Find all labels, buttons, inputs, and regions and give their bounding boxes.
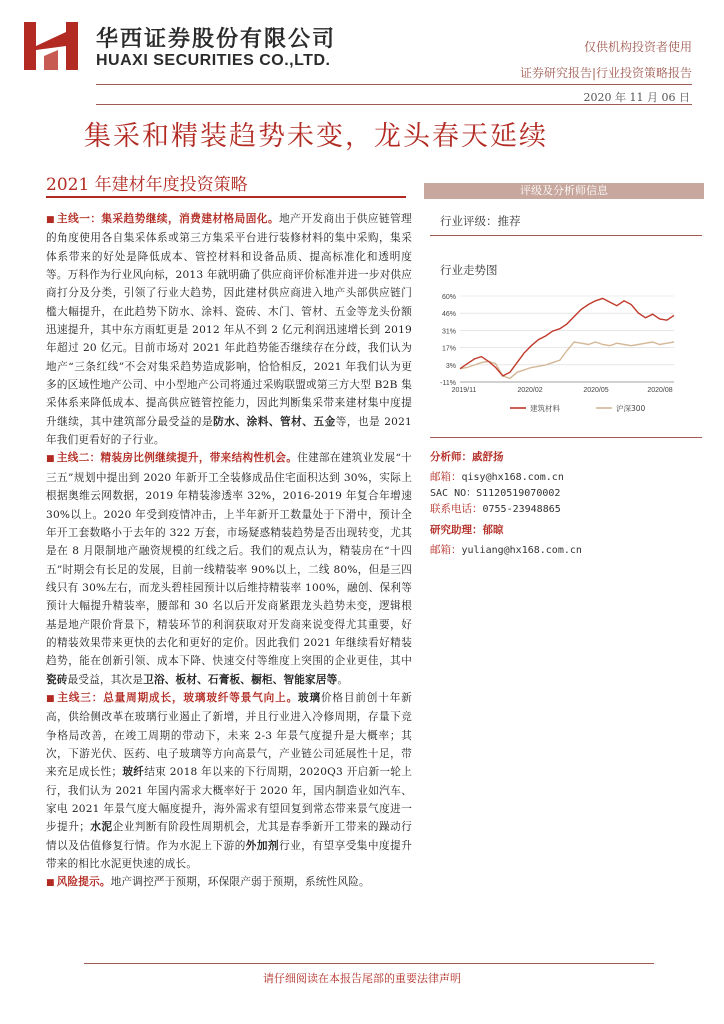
analyst-block — [430, 449, 504, 464]
bullet-square-icon: ■ — [46, 454, 55, 465]
chart-y-tick-label: 17% — [441, 345, 456, 353]
theme-two-mid: 最受益，其次是 — [67, 673, 144, 686]
theme-two-heading: 主线二：精装房比例继续提升，带来结构性机会。 — [56, 452, 298, 465]
company-logo-icon — [22, 20, 86, 72]
analyst-name: 戚舒扬 — [472, 451, 504, 463]
legal-footer: 请仔细阅读在本报告尾部的重要法律声明 — [263, 972, 461, 985]
page-subtitle: 2021 年建材年度投资策略 — [46, 175, 248, 195]
theme-two-tail: 。 — [337, 673, 349, 686]
sidebar-header: 评级及分析师信息 — [424, 183, 704, 199]
chart-x-tick-label: 2019/11 — [451, 387, 477, 394]
industry-trend-chart — [424, 286, 704, 428]
chart-series-line — [460, 298, 674, 376]
assistant-email-label: 邮箱： — [430, 544, 462, 556]
theme-three-text-4: 行业，有望享受集中度提升带来的相比水泥更快速的成长。 — [46, 839, 412, 871]
date-divider — [96, 104, 692, 105]
chart-x-tick-label: 2020/02 — [517, 387, 543, 394]
assistant-email-row — [430, 538, 582, 557]
theme-three-text-2: 结束 2018 年以来的下行周期，2020Q3 开启新一轮上行，我们认为 2021 年国内需求大概率好于 2020 年，国内制造业如汽车、家电 2021 年景气度大幅度提升，海外需求有望回复到常态带来景气度进一步提升； — [46, 766, 412, 834]
theme-two-highlight-tile: 瓷砖 — [46, 673, 68, 686]
audience-notice: 仅供机构投资者使用 — [583, 40, 692, 54]
theme-one-heading: 主线一：集采趋势继续，消费建材格局固化。 — [57, 213, 280, 225]
assistant-block — [430, 522, 504, 537]
chart-y-tick-label: 60% — [441, 294, 456, 301]
theme-two-text: 住建部在建筑业发展“十三五”规划中提出到 2020 年新开工全装修成品住宅面积达到 30%，实际上根据奥维云网数据，2019 年精装渗透率 32%，2016-2019 年复合年增速 30%以上。2020 年受到疫情冲击，上半年新开工数量处于下滑中，预计全年开工套数略小于去年的 322 万套，市场疑惑精装趋势是否出现转变，尤其是在 8 月限制地产融资规模的红线之后。我们的观点认为，精装房在“十四五”时期会有长足的发展，目前一线精装率 90%以上，二线 80%，但是三四线只有 30%左右，而龙头碧桂园预计以后维持精装率 100%，融创、保利等预计大幅提升精装率，腰部和 30 名以后开发商紧跟龙头趋势未变，逻辑根基是地产限价背景下，精装环节的利润获取对开发商来说变得尤其重要，好的精装效果带来更快的去化和更好的定价。因此我们 2021 年继续看好精装趋势，能在创新引领、成本下降、快速交付等维度上突围的企业更佳，其中 — [46, 452, 412, 668]
theme-three-heading: 主线三：总量周期成长，玻璃玻纤等景气向上。 — [57, 691, 299, 704]
chart-y-tick-label: 3% — [445, 362, 456, 370]
analyst-email[interactable]: qisy@hx168.com.cn — [461, 472, 564, 483]
assistant-email[interactable]: yuliang@hx168.com.cn — [461, 545, 582, 556]
theme-one-highlight: 防水、涂料、管材、五金 — [213, 415, 336, 428]
bullet-square-icon: ■ — [46, 693, 56, 704]
theme-one-text: 地产开发商出于供应链管理的角度使用各自集采体系或第三方集采平台进行装修材料的集中采购，集采体系带来的好处是降低成本、管控材料和设备品质、提高标准化和透明度等。万科作为行业风向标，2013 年就明确了供应商评价标准并进一步对供应商打分及分类，引领了行业大趋势，因此建材供应商进入地产头部供应链门槛大幅提升，在此趋势下防水、涂料、瓷砖、木门、管材、五金等龙头份额迅速提升，其中东方雨虹更是 2012 年从不到 2 亿元利润迅速增长到 2019 年超过 20 亿元。目前市场对 2021 年此趋势能否继续存在分歧，我们认为地产“三条红线”不会对集采趋势造成影响，恰恰相反，2021 年我们认为更多的区域性地产公司、中小型地产公司将通过采购联盟或第三方大型 B2B 集采体系来降低成本、提高供应链管控能力，因此判断集采带来建材集中度提升继续，其中建筑部分最受益的是 — [46, 213, 412, 428]
paragraph-risk — [46, 873, 412, 892]
report-body — [46, 210, 412, 893]
risk-heading: 风险提示。 — [56, 876, 111, 889]
chart-x-tick-label: 2020/08 — [647, 387, 673, 394]
analyst-label: 分析师： — [430, 451, 472, 463]
phone-label: 联系电话： — [430, 503, 483, 515]
theme-three-glass: 玻璃 — [298, 691, 321, 704]
company-name-cn: 华西证券股份有限公司 — [96, 27, 337, 52]
sidebar-divider — [430, 437, 702, 438]
chart-legend-label: 沪深300 — [616, 404, 646, 413]
page-title: 集采和精装趋势未变，龙头春天延续 — [84, 121, 548, 152]
assistant-label: 研究助理： — [430, 524, 483, 536]
theme-three-text-1: 价格目前创十年新高，供给侧改革在玻璃行业遏止了新增，并且行业进入冷修周期，存量下竞争格局改善，在竣工周期的带动下，未来 2-3 年景气度提升是大概率；其次，下游光伏、医药、电子玻璃等方向高景气，产业链公司延展性十足，带来充足成长性； — [46, 691, 412, 779]
risk-text: 地产调控严于预期，环保限产弱于预期，系统性风险。 — [110, 876, 370, 889]
paragraph-theme-two — [46, 449, 412, 688]
sac-number: S1120519070002 — [476, 488, 561, 499]
email-label: 邮箱： — [430, 471, 462, 483]
report-date: 2020 年 11 月 06 日 — [583, 91, 690, 104]
rating-value: 推荐 — [497, 214, 521, 228]
assistant-name: 郁晾 — [482, 524, 504, 536]
theme-three-text-3: 企业判断有阶段性周期机会，尤其是春季新开工带来的躁动行情以及估值修复行情。作为水泥上下游的 — [46, 821, 412, 852]
phone-row — [430, 497, 561, 516]
theme-three-admixture: 外加剂 — [245, 839, 280, 852]
chart-legend-label: 建筑材料 — [530, 404, 560, 413]
paragraph-theme-one — [46, 210, 412, 449]
phone-number: 0755-23948865 — [482, 504, 561, 515]
chart-y-tick-label: 31% — [441, 328, 456, 336]
company-name-en: HUAXI SECURITIES CO.,LTD. — [96, 52, 331, 69]
industry-rating — [440, 213, 521, 229]
theme-three-fiber: 玻纤 — [122, 766, 145, 779]
sac-label: SAC NO： — [430, 488, 477, 499]
theme-two-highlight-list: 卫浴、板材、石膏板、橱柜、智能家居等 — [143, 673, 338, 686]
paragraph-theme-three — [46, 689, 412, 873]
bullet-square-icon: ■ — [46, 215, 56, 225]
footer-divider — [84, 963, 654, 964]
header-divider — [96, 84, 692, 85]
chart-y-tick-label: 46% — [441, 311, 456, 319]
subtitle-underline — [46, 196, 406, 198]
report-type: 证券研究报告|行业投资策略报告 — [519, 66, 692, 80]
sidebar-divider — [430, 235, 702, 236]
rating-label: 行业评级： — [440, 214, 498, 228]
trend-chart-label: 行业走势图 — [440, 263, 498, 277]
chart-y-tick-label: -11% — [440, 380, 456, 387]
chart-x-tick-label: 2020/05 — [583, 387, 609, 394]
theme-three-cement: 水泥 — [90, 821, 113, 834]
theme-one-tail: 等，也是 2021 年我们更看好的子行业。 — [46, 415, 412, 447]
bullet-square-icon: ■ — [46, 878, 55, 889]
